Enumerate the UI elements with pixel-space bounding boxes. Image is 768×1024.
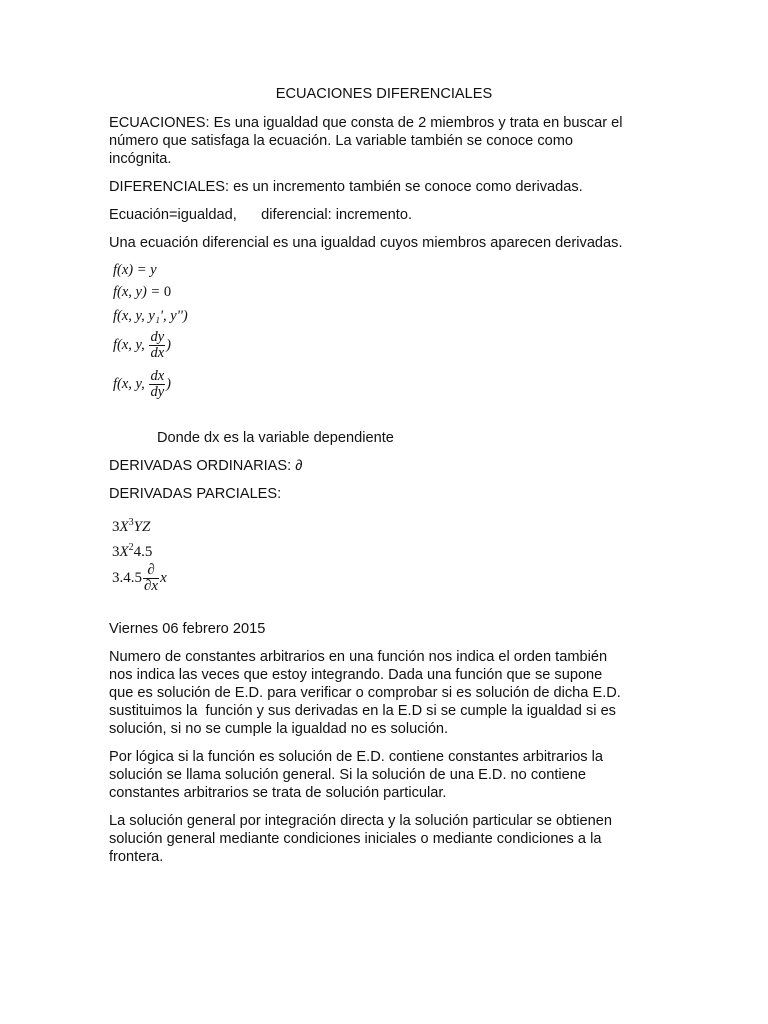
partial-2-rest: 4.5 [133,544,153,560]
partial-1-rest: YZ [133,519,151,535]
function-f4-suffix: ) [166,336,171,353]
para1-line-5: solución, si no se cumple la igualdad no es solución. [109,721,449,737]
partial-1-var: X [119,519,129,535]
derivadas-parciales-line: DERIVADAS PARCIALES: [109,486,282,502]
donde-line: Donde dx es la variable dependiente [157,430,394,446]
function-f4-prefix: f(x, y, [113,336,149,353]
derivadas-ordinarias-line: DERIVADAS ORDINARIAS: ∂ [109,458,303,474]
function-f5-fraction [149,369,165,400]
para3-line-3: frontera. [109,849,164,865]
function-f5-denominator: dy [150,384,165,400]
para1-line-3: que es solución de E.D. para verificar o comprobar si es solución de dicha E.D. [109,685,621,701]
function-f5-prefix: f(x, y, [113,375,149,392]
para2-line-2: solución se llama solución general. Si la solución de una E.D. no contiene [109,767,587,783]
para2-line-1: Por lógica si la función es solución de E.D. contiene constantes arbitrarios la [109,749,604,765]
ecuaciones-line-2: número que satisfaga la ecuación. La variable también se conoce como [109,133,574,149]
partial-1-exp: 3 [128,517,134,528]
ecuaciones-line-3: incógnita. [109,151,172,167]
function-f5-suffix: ) [166,375,171,392]
partial-3-var: x [160,569,167,586]
partial-3-fraction [143,563,159,594]
function-f4-numerator: dy [150,329,165,345]
ecuacion-diferencial-definition: Una ecuación diferencial es una igualdad cuyos miembros aparecen derivadas. [109,235,623,251]
partial-3-denominator: ∂x [144,578,159,594]
function-f3: f(x, y, y₁', y'') [113,308,188,324]
partial-3-numerator: ∂ [143,563,159,579]
ecuacion-igualdad-line: Ecuación=igualdad, diferencial: incremento. [109,207,412,223]
partial-2-coef: 3 [112,544,120,560]
para3-line-1: La solución general por integración directa y la solución particular se obtienen [109,813,612,829]
function-f4-denominator: dx [150,345,165,361]
para1-line-2: nos indica las veces que estoy integrando. Dada una función que se supone [109,667,603,683]
para2-line-3: constantes arbitrarios se trata de solución particular. [109,785,447,801]
partial-2-var: X [119,544,129,560]
function-f5-numerator: dx [150,368,165,384]
date-line: Viernes 06 febrero 2015 [109,621,266,637]
function-f4 [113,330,171,361]
partial-3-coef: 3.4.5 [112,569,142,586]
para3-line-2: solución general mediante condiciones iniciales o mediante condiciones a la [109,831,602,847]
partial-1-coef: 3 [112,519,120,535]
diferenciales-definition: DIFERENCIALES: es un incremento también se conoce como derivadas. [109,179,583,195]
function-f2-value: 0 [163,284,172,300]
para1-line-4: sustituimos la función y sus derivadas en la E.D si se cumple la igualdad si es [109,703,616,719]
partial-2-exp: 2 [128,542,134,553]
function-f5 [113,369,171,400]
partial-expr-3 [112,563,167,594]
partial-expr-1 [112,513,150,537]
partial-expr-2 [112,538,152,562]
document-title: ECUACIONES DIFERENCIALES [275,86,493,102]
para1-line-1: Numero de constantes arbitrarios en una función nos indica el orden también [109,649,608,665]
function-f2 [113,283,171,301]
function-f4-fraction [149,330,165,361]
function-f2-prefix: f(x, y) = [113,284,164,300]
ecuaciones-line-1: ECUACIONES: Es una igualdad que consta de 2 miembros y trata en buscar el [109,115,623,131]
function-f1: f(x) = y [113,262,157,278]
